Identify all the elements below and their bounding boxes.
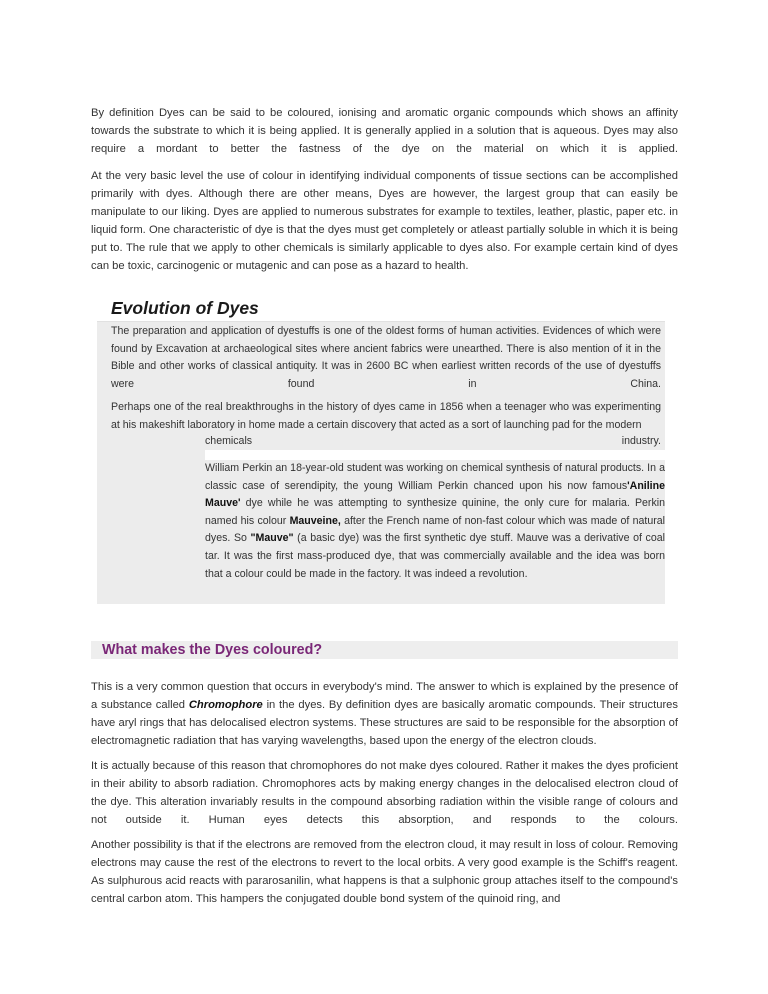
intro-paragraph-2: At the very basic level the use of colour in identifying individual components of tissue sections can be accomplished primarily with dyes. Although there are other means, Dyes are however, the largest group that can easily be manipulate to our liking. Dyes are applied to numerous substrates for example to textiles, leather, plastic, paper etc. in liquid form. One characteristic of dye is that the dyes must get completely or atleast partially soluble in which it is being put to. The rule that we apply to other chemicals is similarly applicable to dyes also. For example certain kind of dyes can be toxic, carcinogenic or mutagenic and can pose as a hazard to health. [91, 170, 678, 272]
evolution-title: Evolution of Dyes [111, 298, 259, 318]
industry-word: industry. [621, 435, 661, 447]
perkin-block-divider [205, 450, 665, 460]
evolution-paragraph-2: Perhaps one of the real breakthroughs in the history of dyes came in 1856 when a teenager who was experimenting at his makeshift laboratory in home made a certain discovery that acted as a sort of launching pad for the modern [111, 401, 661, 431]
mauve-term: "Mauve" [250, 532, 294, 545]
coloured-paragraph-3: Another possibility is that if the electrons are removed from the electron cloud, it may result in loss of colour. Removing electrons may cause the rest of the electrons to revert to the local orbits. A very good example is the Schiff's reagent. As sulphurous acid reacts with pararosanilin, what happens is that a sulphonic group attaches itself to the compound's central carbon atom. This hampers the conjugated double bond system of the quinoid ring, and [91, 839, 678, 905]
mauveine-term: Mauveine, [289, 514, 341, 527]
coloured-p1-text-a: This is a very common question that occurs in everybody's mind. The answer to which is explained by the presence of a substance called [91, 681, 678, 711]
perkin-text-2: dye while he was attempting to synthesize quinine, the only cure for malaria. Perkin named his colour [205, 497, 665, 527]
perkin-text-4: (a basic dye) was the first synthetic dye stuff. Mauve was a derivative of coal tar. It was the first mass-produced dye, that was commercially available and the idea was born that a colour could be made in the factory. It was indeed a revolution. [205, 532, 665, 580]
perkin-paragraph [205, 460, 665, 583]
chemicals-word: chemicals [205, 435, 253, 447]
intro-p1-line-1: By definition Dyes can be said to be coloured, ionising and aromatic organic compounds which shows an affinity [91, 107, 678, 119]
aniline-mauve-term: 'Aniline Mauve' [205, 479, 665, 510]
intro-p1-line-3: require a mordant to better the fastness of the dye on the material on which it is applied. [91, 143, 678, 155]
evolution-paragraph-1: The preparation and application of dyestuffs is one of the oldest forms of human activities. Evidences of which were found by Excavation at archaeological sites where ancient fabrics were unearthed. There is also mention of it in the Bible and other works of classical antiquity. It was in 2600 BC when earliest written records of the use of dyestuffs were found in China. [111, 325, 661, 390]
coloured-paragraph-1 [91, 678, 678, 750]
intro-p1-line-2: towards the substrate to which it is being applied. It is generally applied in a solution that is aqueous. Dyes may also [91, 125, 678, 137]
coloured-paragraph-2: It is actually because of this reason that chromophores do not make dyes coloured. Rather it makes the dyes proficient in their ability to absorb radiation. Chromophores acts by making energy changes in the delocalised electron cloud of the dye. This alteration invariably results in the compound absorbing radiation within the visible range of colours and not outside it. Human eyes detects this absorption, and responds to the colours. [91, 760, 678, 826]
perkin-text-3: after the French name of non-fast colour which was made of natural dyes. So [205, 514, 665, 545]
coloured-p1-text-c: in the dyes. By definition dyes are basically aromatic compounds. Their structures have aryl rings that has delocalised electron systems. These structures are said to be responsible for the absorption of electromagnetic radiation that has varying wavelengths, based upon the energy of the electron clouds. [91, 699, 678, 747]
chromophore-term: Chromophore [188, 699, 263, 711]
coloured-heading: What makes the Dyes coloured? [102, 642, 323, 658]
intro-paragraph-1 [91, 104, 678, 158]
perkin-text-1: William Perkin an 18-year-old student was working on chemical synthesis of natural products. In a classic case of serendipity, the young William Perkin chanced upon his now famous [205, 462, 665, 492]
evolution-paragraph-2-end [205, 433, 661, 451]
